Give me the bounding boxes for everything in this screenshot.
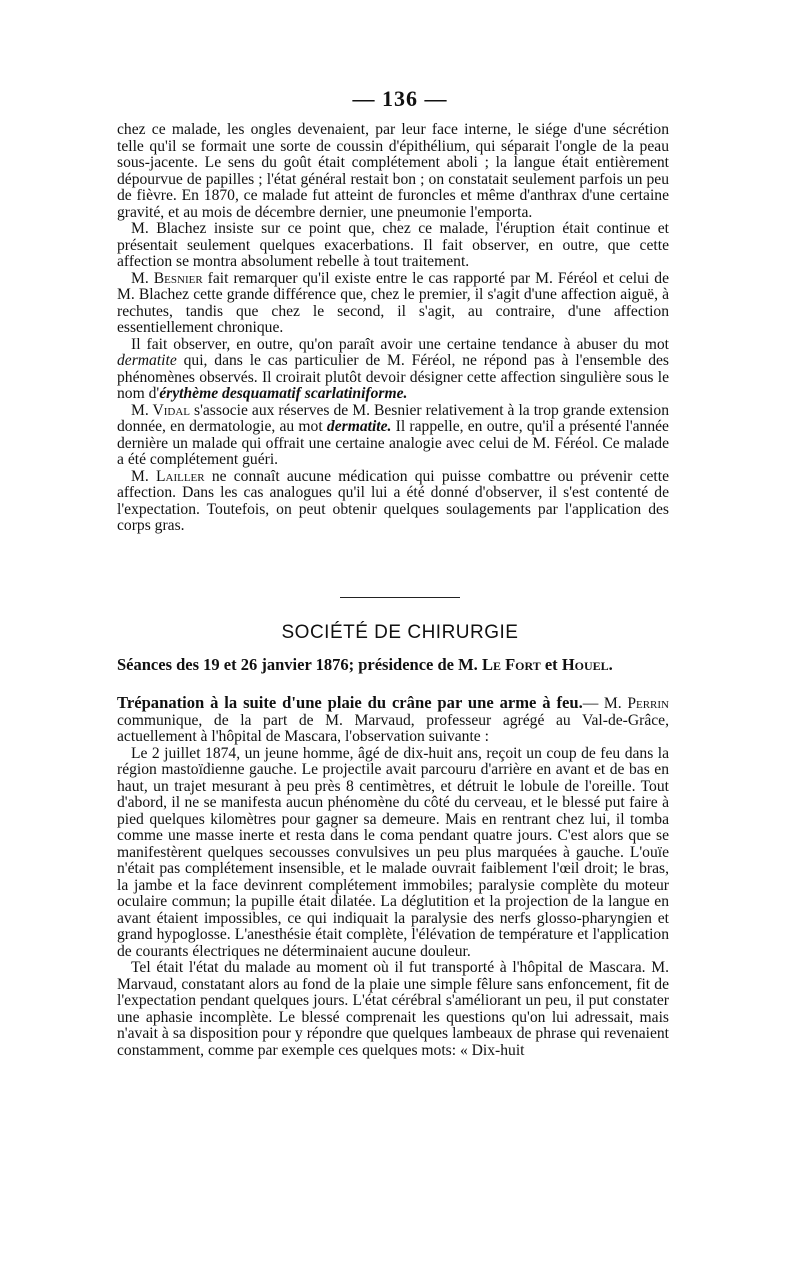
paragraph-mascara: Tel était l'état du malade au moment où il fut transporté à l'hôpital de Mascara. M. Marvaud, constatant alors au fond de la plaie une simple fêlure sans enfoncement, fit de l'expectation pendant quelques jours. L'état cérébral s'améliorant un peu, il put constater une aphasie incomplète. Le blessé comprenait les questions qu'on lui adressait, mais n'avait à sa disposition pour y répondre que quelques lambeaux de phrase qui revenaient constamment, comme par exemple ces quelques mots: « Dix-huit: [117, 959, 669, 1059]
session-and: et: [540, 655, 562, 674]
paragraph-dermatite: [117, 337, 669, 403]
paragraph-besnier-text: fait remarquer qu'il existe entre le cas rapporté par M. Féréol et celui de M. Blachez cette grande différence que, chez le premier, il s'agit d'une affection aiguë, à rechutes, tandis que chez le second, il s'agit, au contraire, d'une affection essentiellement chronique.: [117, 269, 669, 336]
trepanation-section: [117, 695, 669, 1059]
paragraph-vidal-text-a: s'associe aux réserves de M. Besnier relativement à la trop grande extension donnée, en dermatologie, au mot: [117, 401, 669, 435]
paragraph-dermatite-text-b: qui, dans le cas particulier de M. Féréol, ne répond pas à l'ensemble des phénomènes observés. Il croirait plutôt devoir désigner cette affection singulière sous le nom d': [117, 352, 669, 402]
paragraph-trepanation-lead: [117, 695, 669, 746]
article-title: Trépanation à la suite d'une plaie du crâne par une arme à feu.: [117, 693, 583, 712]
paragraph-besnier: [117, 271, 669, 337]
session-text: Séances des 19 et 26 janvier 1876; présidence de M.: [117, 655, 482, 674]
speaker-lailler: M. Lailler: [131, 467, 205, 485]
speaker-perrin: Perrin: [627, 695, 669, 712]
speaker-vidal: M. Vidal: [131, 401, 191, 419]
session-line: [117, 655, 677, 675]
page-number: — 136 —: [352, 86, 448, 111]
lead-dash: — M.: [582, 695, 628, 712]
paragraph-lailler-text: ne connaît aucune médication qui puisse combattre ou prévenir cette affection. Dans les cas analogues qu'il lui a été donné d'observer, il s'est contenté de l'expectation. Toutefois, on peut obtenir quelques soulagements par l'application des corps gras.: [117, 467, 669, 534]
term-erytheme: érythème desquamatif scarlatiniforme.: [159, 385, 408, 402]
paragraph-vidal-text-b: Il rappelle, en outre, qu'il a présenté l'année dernière un malade qui offrait une certaine analogie avec celui de M. Féréol. Ce malade a été complétement guéri.: [117, 418, 669, 468]
lead-text: communique, de la part de M. Marvaud, professeur agrégé au Val-de-Grâce, actuellement à l'hôpital de Mascara, l'observation suivante :: [117, 711, 669, 745]
term-dermatite: dermatite: [117, 352, 177, 369]
section-title: SOCIÉTÉ DE CHIRURGIE: [281, 622, 519, 643]
president-houel: Houel.: [561, 655, 613, 674]
paragraph-ongles: chez ce malade, les ongles devenaient, par leur face interne, le siége d'une sécrétion telle qu'il se formait une sorte de coussin d'épithélium, qui séparait l'ongle de la peau sous-jacente. Le sens du goût était complétement aboli ; la langue était entièrement dépourvue de papilles ; l'état général restait bon ; on constatait seulement parfois un peu de fièvre. En 1870, ce malade fut atteint de furoncles et même d'anthrax d'une certaine gravité, et au mois de décembre dernier, une pneumonie l'emporta.: [117, 121, 669, 221]
paragraph-lailler: [117, 469, 669, 535]
paragraph-case-history: Le 2 juillet 1874, un jeune homme, âgé de dix-huit ans, reçoit un coup de feu dans la région mastoïdienne gauche. Le projectile avait parcouru d'arrière en avant et de bas en haut, un trajet mesurant à peu près 8 centimètres, et détruit le lobule de l'oreille. Tout d'abord, il ne se manifesta aucun phénomène du côté du cerveau, et le blessé put faire à pied quelques kilomètres pour gagner sa demeure. Mais en rentrant chez lui, il tomba comme une masse inerte et resta dans le coma pendant quatre jours. C'est alors que se manifestèrent quelques secousses convulsives un peu plus marquées à gauche. L'ouïe n'était pas complétement insensible, et le malade ouvrait faiblement l'œil droit; le bras, la jambe et la face devinrent complétement immobiles; paralysie complète du moteur oculaire commun; la pupille était dilatée. La déglutition et la projection de la langue en avant étaient impossibles, ce qui indiquait la paralysie des nerfs glosso-pharyngien et grand hypoglosse. L'anesthésie était complète, l'élévation de température et l'application de courants électriques ne déterminaient aucune douleur.: [117, 744, 669, 960]
term-dermatite-2: dermatite.: [326, 418, 392, 435]
paragraph-blachez: M. Blachez insiste sur ce point que, chez ce malade, l'éruption était continue et présentait seulement quelques exacerbations. Il fait observer, en outre, que cette affection se montra absolument rebelle à tout traitement.: [117, 220, 669, 270]
discussion-section: [117, 122, 669, 535]
paragraph-vidal: [117, 403, 669, 469]
president-le-fort: Le Fort: [481, 655, 541, 674]
speaker-besnier: M. Besnier: [131, 269, 203, 287]
paragraph-dermatite-text-a: Il fait observer, en outre, qu'on paraît avoir une certaine tendance à abuser du mot: [131, 335, 669, 353]
section-divider: [340, 597, 460, 598]
